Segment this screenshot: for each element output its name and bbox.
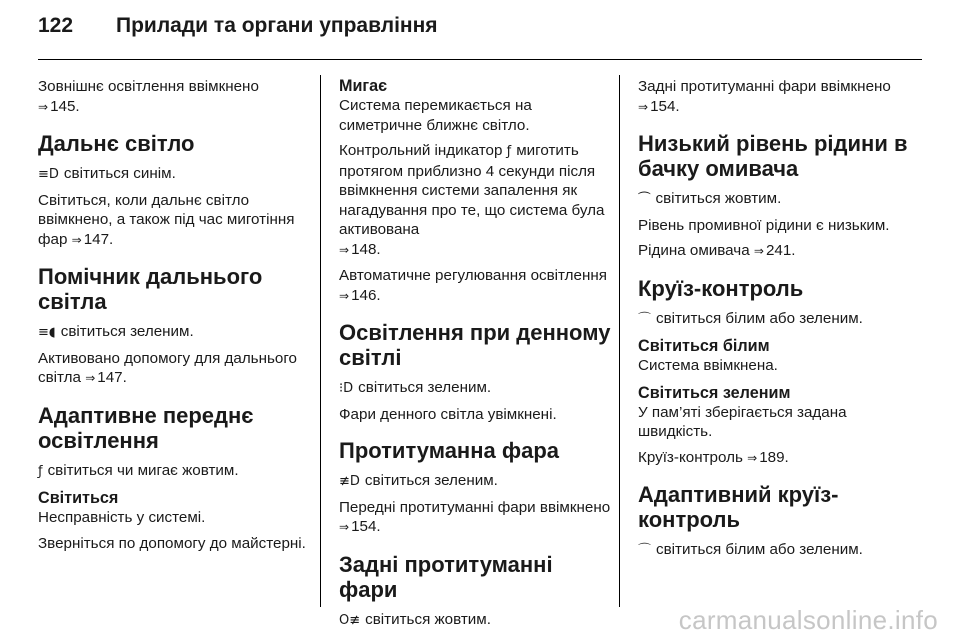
cross-reference-arrow-icon: ⇒ [747, 450, 758, 465]
cross-reference-arrow-icon: ⇒ [753, 244, 764, 258]
high-beam-icon: ≡D [38, 167, 59, 182]
cruise-control-status: ⌒ світиться білим або зеленим. [638, 309, 918, 330]
section-title-front-fog: Протитуманна фара [339, 438, 560, 463]
cruise-control-text-1: Система ввімкнена. [638, 357, 778, 374]
cruise-control-icon: ⌒ [638, 311, 652, 327]
page-number: 122 [38, 14, 74, 37]
adaptive-cruise-status: ⌒ світиться білим або зеленим. [638, 540, 918, 561]
column-divider-1 [320, 75, 321, 607]
cross-reference-arrow-icon: ⇒ [71, 232, 82, 247]
watermark: carmanualsonline.info [678, 605, 938, 635]
high-beam-assist-text: Активовано допомогу для дальнього світла ⇒ 147. [38, 349, 297, 386]
section-title-daytime-light: Освітлення при денному світлі [339, 320, 611, 370]
cross-reference-arrow-icon: ⇒ [339, 288, 350, 303]
rear-fog-icon: O≢ [339, 612, 361, 628]
adaptive-lighting-text-1: Несправність у системі. [38, 509, 206, 526]
subheading-lit-white: Світиться білим [638, 337, 770, 355]
header-divider [38, 59, 922, 60]
washer-fluid-ref: Рідина омивача ⇒ 241. [638, 242, 796, 259]
cross-reference-arrow-icon: ⇒ [638, 99, 649, 114]
adaptive-lighting-icon: ƒ [38, 463, 43, 479]
cruise-control-ref: Круїз-контроль ⇒ 189. [638, 448, 789, 466]
section-title-high-beam: Дальнє світло [38, 131, 195, 156]
subheading-flashing: Мигає [339, 77, 388, 95]
page-header [38, 14, 438, 50]
adaptive-lighting-text-2: Зверніться по допомогу до майстерні. [38, 534, 306, 552]
section-title-washer-fluid: Низький рівень рідини в бачку омивача [638, 131, 908, 181]
auto-lighting-text: Автоматичне регулювання освітлення ⇒ 146. [339, 267, 607, 304]
column-3 [638, 77, 918, 567]
section-title-rear-fog: Задні протитуманні фари [339, 551, 553, 602]
high-beam-assist-status: ≡◖ світиться зеленим. [38, 322, 310, 343]
cross-reference-arrow-icon: ⇒ [38, 99, 49, 114]
page-title: Прилади та органи управління [116, 14, 438, 37]
cross-reference-arrow-icon: ⇒ [339, 520, 350, 534]
daytime-light-icon: ⁝D [339, 381, 354, 396]
high-beam-assist-icon: ≡◖ [38, 325, 56, 340]
cross-reference-arrow-icon: ⇒ [85, 371, 96, 385]
cruise-control-text-2: У пам’яті зберігається задана швидкість. [638, 403, 847, 440]
cross-reference-arrow-icon: ⇒ [339, 242, 350, 257]
column-divider-2 [619, 75, 620, 607]
intro-paragraph: Зовнішнє освітлення ввімкнено ⇒ 145. [38, 78, 259, 115]
front-fog-status: ≢D світиться зеленим. [339, 471, 611, 492]
washer-fluid-status: ⏜ світиться жовтим. [638, 189, 918, 210]
adaptive-lighting-icon: ƒ [506, 144, 512, 159]
section-title-adaptive-cruise: Адаптивний круїз-контроль [638, 482, 839, 532]
adaptive-cruise-icon: ⌒ [638, 543, 652, 558]
indicator-text: Контрольний індикатор ƒ миготить протягом приблизно 4 секунди після ввімкнення системи запалення як нагадування про те, що система була активована ⇒ 148. [339, 142, 605, 258]
daytime-light-status: ⁝D світиться зеленим. [339, 378, 611, 399]
rear-fog-status: O≢ світиться жовтим. [339, 610, 611, 631]
adaptive-lighting-status: ƒ світиться чи мигає жовтим. [38, 461, 310, 482]
front-fog-text: Передні протитуманні фари ввімкнено ⇒ 154. [339, 498, 611, 535]
daytime-light-text: Фари денного світла увімкнені. [339, 405, 557, 423]
high-beam-status: ≡D світиться синім. [38, 164, 310, 185]
front-fog-icon: ≢D [339, 474, 360, 489]
section-title-adaptive-lighting: Адаптивне переднє освітлення [38, 402, 254, 453]
high-beam-text: Світиться, коли дальнє світло ввімкнено, а також під час миготіння фар ⇒ 147. [38, 191, 295, 248]
flashing-text: Система перемикається на симетричне ближнє світло. [339, 97, 532, 134]
column-2 [339, 77, 611, 636]
subheading-lit: Світиться [38, 489, 119, 507]
section-title-cruise-control: Круїз-контроль [638, 275, 804, 301]
washer-fluid-icon: ⏜ [638, 192, 651, 207]
rear-fog-text: Задні протитуманні фари ввімкнено ⇒ 154. [638, 78, 891, 115]
subheading-lit-green: Світиться зеленим [638, 383, 791, 402]
section-title-high-beam-assist: Помічник дальнього світла [38, 264, 263, 314]
column-1 [38, 77, 310, 559]
washer-fluid-text: Рівень промивної рідини є низьким. [638, 216, 890, 234]
